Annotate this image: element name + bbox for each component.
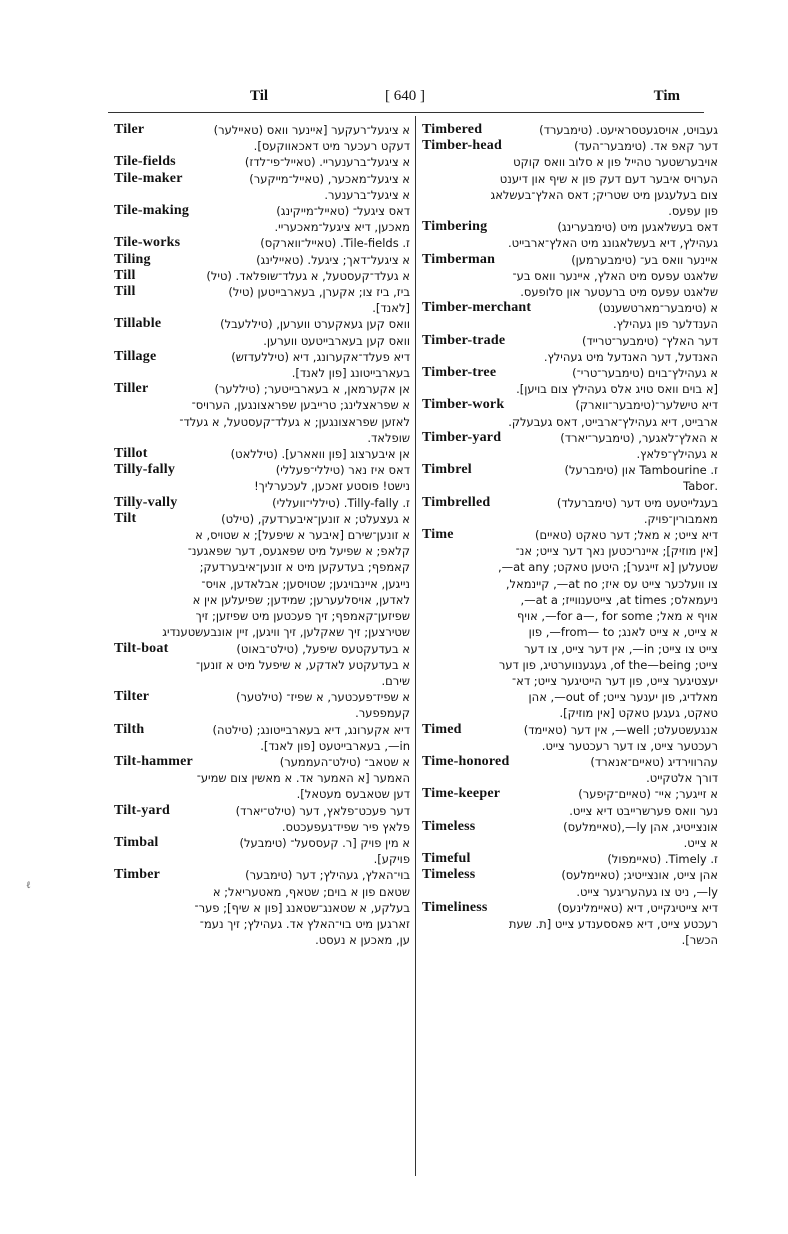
dictionary-entry [114, 284, 410, 316]
entry-first-line [422, 333, 718, 349]
headword: Tilter [114, 689, 150, 705]
headword: Time [422, 527, 454, 543]
dictionary-entry [422, 122, 718, 138]
dictionary-entry [114, 154, 410, 170]
headword: Tile-works [114, 235, 181, 251]
headword: Timber-tree [422, 365, 497, 381]
dictionary-entry [114, 381, 410, 446]
definition-continuation: שלאגט עפעס מיט ברעטער און סלופעס. [520, 285, 718, 300]
definition-continuation: מאכען, דיא ציגעל־מאכעריי. [274, 220, 410, 235]
definition-text: דער פעכט־פלאץ, דער (טילט־יארד) [235, 803, 410, 818]
header-rule [108, 112, 704, 113]
definition-text: א האלץ־לאגער, (טימבער־יארד) [560, 430, 718, 445]
entry-first-line [114, 722, 410, 738]
definition-continuation: רעכטער צייט, צו דער רעכטער צייט. [541, 738, 718, 753]
dictionary-entry [422, 495, 718, 527]
definition-continuation: הענדלער פון געהילץ. [613, 317, 718, 332]
definition-continuation: אויף א מאל; for a—, for some—, אויף [517, 609, 718, 624]
dictionary-entry [114, 722, 410, 754]
headword: Tile-fields [114, 154, 176, 170]
page-number: [ 640 ] [385, 88, 425, 104]
definition-continuation: ען, מאכען א נעסט. [315, 933, 410, 948]
headword: Tilly-fally [114, 462, 176, 478]
headword: Tile-making [114, 203, 190, 219]
definition-continuation: צו וועלכער צייט עס איז; at no—, קיינמאל, [505, 576, 718, 591]
running-head-left: Til [250, 88, 269, 104]
entry-first-line [422, 219, 718, 235]
definition-text: דאס איז נאר (טיללי־פעללי) [275, 463, 410, 478]
page-header [110, 88, 700, 110]
definition-continuation: א צייט. [683, 835, 718, 850]
definition-continuation: טאקט, געגען טאקט [אין מוזיק]. [559, 706, 718, 721]
definition-continuation: in—, בעארבייטעט [פון לאנד]. [260, 738, 410, 753]
definition-continuation: הערויס איבער דעם דעק פון א שיף און דיענט [499, 171, 718, 186]
headword: Timbering [422, 219, 488, 235]
definition-continuation: .Tabor [683, 479, 718, 494]
definition-text: א שטאב־ (טילט־העממער) [279, 754, 410, 769]
definition-text: ביז, ביז צו; אקערן, בעארבייטען (טיל) [228, 285, 410, 300]
dictionary-entry [114, 235, 410, 251]
dictionary-entry [114, 641, 410, 690]
headword: Tilth [114, 721, 145, 737]
entry-first-line [114, 462, 410, 478]
definition-text: א בעדעקטעס שיפעל, (טילט־באוט) [236, 641, 410, 656]
definition-text: ז. Tilly-fally. (טיללי־וועללי) [272, 495, 410, 510]
entry-first-line [114, 122, 410, 138]
definition-continuation: א שפראצלינג; טרייבען שפראצונגען, הערויס־ [191, 398, 410, 413]
definition-text: א ציגעל־דאך; ציגעל. (טאיילינג) [256, 252, 410, 267]
right-column [422, 122, 718, 948]
entry-first-line [114, 316, 410, 332]
headword: Timbal [114, 834, 159, 850]
definition-continuation: דעקט רעכער מיט דאכאווקעס]. [253, 139, 410, 154]
definition-text: א געלד־קעסטעל, א געלד־שופלאד. (טיל) [206, 268, 410, 283]
definition-text: אן אקערמאן, א בעארבייטער; (טיללער) [214, 382, 410, 397]
dictionary-entry [114, 803, 410, 835]
definition-text: א מין פויק [ר. קעססעל־ (טימבעל) [239, 835, 410, 850]
dictionary-entry [422, 722, 718, 754]
definition-continuation: ly—, ניט צו געהעריגער צייט. [576, 884, 718, 899]
entry-first-line [114, 268, 410, 284]
dictionary-entry [114, 867, 410, 948]
margin-mark: ℓ [26, 880, 31, 891]
definition-continuation: פויקע]. [373, 852, 410, 867]
dictionary-entry [114, 495, 410, 511]
dictionary-entry [422, 867, 718, 899]
dictionary-entry [114, 462, 410, 494]
definition-continuation: שפיזען־קאמפף; זיך פעכטען מיט שפיזען; זיך [195, 609, 410, 624]
entry-first-line [422, 819, 718, 835]
entry-first-line [422, 851, 718, 867]
entry-first-line [422, 138, 718, 154]
definition-continuation: נישט! פוסטע זאכען, לעכערליך! [254, 479, 410, 494]
definition-continuation: א צייט, א צייט לאנג; from— to—, פון [528, 625, 718, 640]
definition-continuation: דען שטאבעס מעטאל]. [296, 787, 410, 802]
entry-first-line [114, 689, 410, 705]
definition-text: דער קאפ אד. (טימבער־העד) [574, 139, 718, 154]
definition-continuation: מאלדיג, פון יענער צייט; out of—, אהן [528, 690, 718, 705]
definition-continuation: קאמפף; בעדעקען מיט א זונען־איבערדעק; [199, 560, 410, 575]
dictionary-entry [422, 252, 718, 301]
headword: Time-honored [422, 753, 510, 769]
definition-text: דיא אקערונג, דיא בעארבייטונג; (טילטה) [212, 722, 410, 737]
definition-text: א ציגעל־מאכער, (טאייל־מייקער) [249, 171, 410, 186]
dictionary-entry [422, 219, 718, 251]
definition-continuation: דורך אלטקייט. [646, 771, 718, 786]
definition-text: א געהילץ־בוים (טימבער־טרי־) [572, 366, 718, 381]
definition-text: ז. Tambourine און (טימברעל) [564, 463, 718, 478]
definition-continuation: בעארבייטונג [פון לאנד]. [291, 366, 410, 381]
definition-text: בעגלייטעט מיט דער (טימברעלד) [556, 495, 718, 510]
entry-first-line [114, 511, 410, 527]
dictionary-entry [422, 754, 718, 786]
headword: Timber-work [422, 397, 505, 413]
definition-continuation: א זונען־שירם [איבער א שיפעל]; א שטויס, א [195, 528, 410, 543]
definition-text: עהרווירדיג (טאיים־אנארד) [590, 754, 718, 769]
headword: Timberman [422, 251, 496, 267]
definition-text: דאס בעשלאגען מיט (טימבערינג) [557, 220, 718, 235]
dictionary-entry [422, 333, 718, 365]
entry-first-line [114, 171, 410, 187]
definition-continuation: בעלקע, א שטאנג־שטאנג [פון א שיף]; פער־ [194, 900, 410, 915]
definition-continuation: שופלאד. [367, 430, 410, 445]
headword: Timeful [422, 851, 471, 867]
entry-first-line [422, 722, 718, 738]
definition-continuation: נייגען, איינבויגען; שטויסען; אבלאדען, אויס־ [201, 576, 410, 591]
definition-continuation: קעמפפער. [355, 706, 410, 721]
entry-first-line [114, 235, 410, 251]
headword: Tilt-yard [114, 802, 170, 818]
headword: Tilly-vally [114, 494, 178, 510]
entry-first-line [422, 900, 718, 916]
entry-first-line [114, 641, 410, 657]
running-head-right: Tim [653, 88, 680, 104]
definition-continuation: צום בעלעגען מיט שטריק; דאס האלץ־בעשלאג [490, 187, 718, 202]
definition-continuation: קלאפ; א שפיעל מיט שפאגעס, דער שפאגענ־ [187, 544, 410, 559]
definition-continuation: האנדעל, דער האנדעל מיט געהילץ. [543, 349, 718, 364]
entry-first-line [114, 495, 410, 511]
headword: Timber-trade [422, 332, 506, 348]
headword: Tillot [114, 446, 148, 462]
headword: Timber-merchant [422, 300, 532, 316]
dictionary-entry [422, 300, 718, 332]
entry-first-line [422, 365, 718, 381]
definition-continuation: זארגען מיט בוי־האלץ אד. געהילץ; זיך נעמ־ [199, 916, 410, 931]
dictionary-entry [422, 138, 718, 219]
dictionary-entry [114, 122, 410, 154]
entry-first-line [114, 154, 410, 170]
definition-continuation: שטעלען [א זייגער]; היטען טאקט; at any—, [497, 560, 718, 575]
definition-text: ז. Tile-fields. (טאייל־ווארקס) [260, 236, 410, 251]
dictionary-entry [422, 851, 718, 867]
entry-first-line [114, 835, 410, 851]
definition-continuation: פלאץ פיר שפיז־געפעכטס. [281, 819, 410, 834]
headword: Timeliness [422, 899, 488, 915]
dictionary-entry [422, 430, 718, 462]
definition-continuation: פון עפעס. [668, 204, 718, 219]
definition-continuation: האמער [א האמער אד. א מאשין צום שמיע־ [196, 771, 410, 786]
definition-text: בוי־האלץ, געהילץ; דער (טימבער) [245, 868, 410, 883]
headword: Timbered [422, 122, 483, 137]
headword: Timbrel [422, 462, 472, 478]
definition-continuation: לאזען שפראצונגען; א געלד־קעסטעל, א געלד־ [179, 414, 410, 429]
definition-continuation: צייט; of the—being, געגענווערטיג, פון דער [498, 657, 718, 672]
definition-text: א (טימבער־מארטשענט) [598, 301, 718, 316]
definition-text: דיא טישלער־(טימבער־ווארק) [575, 398, 718, 413]
definition-text: אונצייטיג, אהן ly—,(טאיימלעס) [563, 819, 718, 834]
headword: Timeless [422, 867, 476, 883]
entry-first-line [114, 203, 410, 219]
definition-text: א זייגער; איי־ (טאיים־קיפער) [578, 787, 718, 802]
entry-first-line [422, 527, 718, 543]
definition-text: דער האלץ־ (טימבער־טרייד) [581, 333, 718, 348]
entry-first-line [114, 867, 410, 883]
headword: Tilt-hammer [114, 753, 193, 769]
entry-first-line [422, 122, 718, 138]
headword: Timber-head [422, 138, 502, 154]
dictionary-entry [114, 171, 410, 203]
headword: Tiller [114, 381, 149, 397]
definition-continuation: א בעדעקטע לאדקע, א שיפעל מיט א זונען־ [196, 657, 410, 672]
entry-first-line [114, 252, 410, 268]
headword: Timed [422, 721, 462, 737]
definition-text: א געצעלט; א זונען־איבערדעק, (טילט) [221, 511, 410, 526]
definition-continuation: [לאנד]. [372, 301, 410, 316]
dictionary-entry [422, 365, 718, 397]
dictionary-entry [422, 462, 718, 494]
column-divider [415, 116, 416, 1176]
headword: Tiler [114, 122, 145, 137]
dictionary-entry [114, 349, 410, 381]
headword: Tillable [114, 316, 162, 332]
headword: Till [114, 267, 136, 283]
dictionary-entry [422, 786, 718, 818]
definition-continuation: ניעמאלס; at times, צייטענווייז; at a—, [520, 592, 718, 607]
definition-text: דאס ציגעל־ (טאייל־מייקינג) [276, 204, 410, 219]
dictionary-entry [114, 252, 410, 268]
definition-continuation: שטאם פון א בוים; שטאף, מאטעריאל; א [212, 884, 410, 899]
definition-continuation: יעצטיגער צייט, פון דער הייטיגער צייט; דא־ [511, 673, 718, 688]
headword: Timeless [422, 818, 476, 834]
headword: Timber [114, 867, 161, 883]
entry-first-line [114, 284, 410, 300]
definition-text: דיא פעלד־אקערונג, דיא (טיללעדזש) [231, 349, 410, 364]
definition-text: א ציגעל־רעקער [איינער וואס (טאיילער) [213, 123, 410, 137]
definition-continuation: רעכטע צייט, דיא פאססענדע צייט [ת. שעת [508, 916, 718, 931]
definition-text: געבויט, אויסגעטסראיעט. (טימבערד) [539, 123, 718, 137]
dictionary-entry [422, 527, 718, 721]
headword: Tilt [114, 510, 137, 526]
definition-continuation: א ציגעל־ברענער. [324, 187, 410, 202]
headword: Time-keeper [422, 786, 501, 802]
definition-continuation: וואס קען בעארבייטעט ווערען. [263, 333, 410, 348]
entry-first-line [422, 495, 718, 511]
headword: Till [114, 284, 136, 300]
definition-text: דיא צייטיגקייט, דיא (טאיימלינעס) [557, 900, 718, 915]
entry-first-line [422, 754, 718, 770]
dictionary-entry [114, 689, 410, 721]
dictionary-entry [422, 900, 718, 949]
headword: Tillage [114, 348, 157, 364]
dictionary-entry [422, 397, 718, 429]
left-column [114, 122, 410, 948]
dictionary-entry [114, 446, 410, 462]
definition-continuation: לאדען, אויסלעערען; שמידען; שפיעלען אין א [192, 592, 410, 607]
dictionary-entry [114, 203, 410, 235]
definition-continuation: אויבערשטער טהייל פון א סלוב וואס קוקט [513, 155, 718, 170]
definition-text: א ציגעל־ברענעריי. (טאייל־פי־לדז) [244, 155, 410, 170]
definition-text: א שפיז־פעכטער, א שפיז־ (טילטער) [235, 690, 410, 705]
headword: Tiling [114, 251, 151, 267]
definition-continuation: צייט צו צייט; in—, אין דער צייט, צו דער [524, 641, 718, 656]
definition-continuation: שטירצען; זיך שאקלען, זיך וויגען, זיין אונבעשטענדיג [162, 625, 410, 640]
definition-continuation: געהילץ, דיא בעשלאגונג מיט האלץ־ארבייט. [507, 236, 718, 251]
definition-continuation: מאמבורין־פויק. [643, 511, 718, 526]
definition-text: איינער וואס בע־ (טימבערמען) [571, 252, 718, 267]
definition-text: אן איבערצוג [פון וואארע]. (טיללאט) [230, 447, 410, 462]
entry-first-line [114, 349, 410, 365]
entry-first-line [422, 786, 718, 802]
dictionary-entry [422, 819, 718, 851]
definition-continuation: ארבייט, דיא געהילץ־ארבייט, דאס געבעלק. [508, 414, 718, 429]
definition-text: וואס קען געאקערט ווערען, (טיללעבל) [220, 317, 410, 332]
entry-first-line [422, 252, 718, 268]
entry-first-line [114, 754, 410, 770]
definition-text: ז. Timely. (טאיימפול) [607, 852, 718, 867]
definition-continuation: שירם. [381, 673, 410, 688]
headword: Timber-yard [422, 429, 502, 445]
entry-first-line [422, 462, 718, 478]
definition-continuation: הכשר]. [681, 933, 718, 948]
headword: Tilt-boat [114, 640, 169, 656]
dictionary-entry [114, 268, 410, 284]
definition-continuation: [א בוים וואס טויג אלס געהילץ צום בויען]. [516, 382, 718, 397]
entry-first-line [422, 300, 718, 316]
definition-text: דיא צייט; א מאל; דער טאקט (טאיים) [535, 528, 718, 543]
headword: Tile-maker [114, 170, 183, 186]
definition-continuation: [אין מוזיק]; איינריכטען נאך דער צייט; אנ־ [515, 544, 718, 559]
dictionary-entry [114, 754, 410, 803]
entry-first-line [422, 867, 718, 883]
headword: Timbrelled [422, 494, 491, 510]
entry-first-line [114, 446, 410, 462]
definition-text: אנגעשטעלט; well—, אין דער (טאיימד) [523, 722, 718, 737]
entry-first-line [422, 430, 718, 446]
definition-text: אהן צייט, אונצייטיג; (טאיימלעס) [561, 868, 718, 883]
dictionary-entry [114, 316, 410, 348]
entry-first-line [422, 397, 718, 413]
entry-first-line [114, 381, 410, 397]
definition-continuation: שלאגט עפעס מיט האלץ, איינער וואס בע־ [512, 268, 718, 283]
definition-continuation: נער וואס פערשרייבט דיא צייט. [569, 803, 718, 818]
entry-first-line [114, 803, 410, 819]
dictionary-entry [114, 511, 410, 641]
definition-continuation: א געהילץ־פלאץ. [636, 447, 718, 462]
dictionary-entry [114, 835, 410, 867]
